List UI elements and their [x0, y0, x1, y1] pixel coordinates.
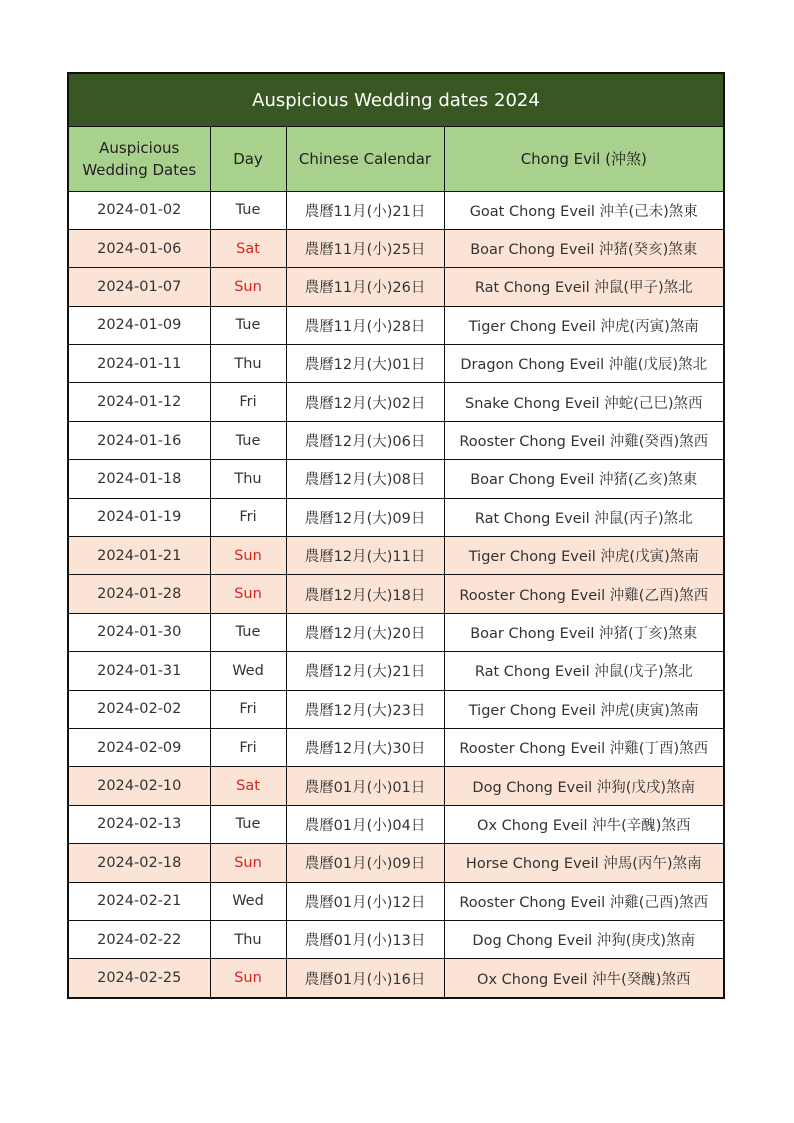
table-row [69, 460, 723, 498]
cell-day: Wed [210, 882, 286, 920]
cell-chong-evil: Boar Chong Eveil 沖猪(癸亥)煞東 [444, 229, 723, 267]
cell-chong-evil: Rooster Chong Eveil 沖雞(癸酉)煞西 [444, 421, 723, 459]
table-row [69, 920, 723, 958]
cell-day: Fri [210, 383, 286, 421]
cell-chong-evil: Snake Chong Eveil 沖蛇(己巳)煞西 [444, 383, 723, 421]
cell-day: Thu [210, 345, 286, 383]
cell-date: 2024-01-19 [69, 498, 210, 536]
cell-chinese-calendar: 農曆01月(小)16日 [286, 959, 444, 997]
table-row [69, 882, 723, 920]
cell-chinese-calendar: 農曆12月(大)01日 [286, 345, 444, 383]
cell-chong-evil: Horse Chong Eveil 沖馬(丙午)煞南 [444, 844, 723, 882]
table-row [69, 767, 723, 805]
cell-chinese-calendar: 農曆12月(大)20日 [286, 613, 444, 651]
cell-date: 2024-01-12 [69, 383, 210, 421]
table-row [69, 690, 723, 728]
cell-chong-evil: Rooster Chong Eveil 沖雞(丁酉)煞西 [444, 728, 723, 766]
cell-date: 2024-01-18 [69, 460, 210, 498]
cell-day: Sat [210, 767, 286, 805]
cell-chinese-calendar: 農曆01月(小)01日 [286, 767, 444, 805]
header-chong-evil: Chong Evil (沖煞) [444, 127, 723, 191]
cell-chinese-calendar: 農曆11月(小)21日 [286, 191, 444, 229]
cell-chinese-calendar: 農曆01月(小)09日 [286, 844, 444, 882]
cell-date: 2024-01-09 [69, 306, 210, 344]
cell-date: 2024-02-22 [69, 920, 210, 958]
cell-chong-evil: Dog Chong Eveil 沖狗(戊戌)煞南 [444, 767, 723, 805]
cell-day: Sun [210, 268, 286, 306]
table-row [69, 383, 723, 421]
cell-day: Thu [210, 460, 286, 498]
cell-day: Fri [210, 728, 286, 766]
cell-chong-evil: Rat Chong Eveil 沖鼠(戊子)煞北 [444, 652, 723, 690]
cell-chinese-calendar: 農曆12月(大)11日 [286, 537, 444, 575]
cell-date: 2024-02-09 [69, 728, 210, 766]
cell-chong-evil: Rooster Chong Eveil 沖雞(乙酉)煞西 [444, 575, 723, 613]
table-row [69, 306, 723, 344]
table-row [69, 805, 723, 843]
cell-chinese-calendar: 農曆12月(大)02日 [286, 383, 444, 421]
cell-chong-evil: Dog Chong Eveil 沖狗(庚戌)煞南 [444, 920, 723, 958]
cell-date: 2024-01-21 [69, 537, 210, 575]
header-day: Day [210, 127, 286, 191]
cell-chong-evil: Tiger Chong Eveil 沖虎(戊寅)煞南 [444, 537, 723, 575]
cell-date: 2024-01-28 [69, 575, 210, 613]
cell-chong-evil: Boar Chong Eveil 沖猪(丁亥)煞東 [444, 613, 723, 651]
cell-date: 2024-02-10 [69, 767, 210, 805]
table-row [69, 613, 723, 651]
cell-day: Tue [210, 421, 286, 459]
cell-day: Sat [210, 229, 286, 267]
cell-chong-evil: Tiger Chong Eveil 沖虎(丙寅)煞南 [444, 306, 723, 344]
cell-chong-evil: Tiger Chong Eveil 沖虎(庚寅)煞南 [444, 690, 723, 728]
cell-day: Tue [210, 805, 286, 843]
cell-chinese-calendar: 農曆01月(小)12日 [286, 882, 444, 920]
wedding-dates-table [69, 127, 723, 997]
cell-date: 2024-01-07 [69, 268, 210, 306]
cell-chinese-calendar: 農曆12月(大)21日 [286, 652, 444, 690]
cell-date: 2024-01-06 [69, 229, 210, 267]
wedding-dates-sheet [67, 72, 725, 999]
cell-day: Sun [210, 575, 286, 613]
header-row [69, 127, 723, 191]
cell-date: 2024-01-02 [69, 191, 210, 229]
cell-day: Fri [210, 498, 286, 536]
table-row [69, 345, 723, 383]
cell-date: 2024-02-18 [69, 844, 210, 882]
cell-chong-evil: Rat Chong Eveil 沖鼠(丙子)煞北 [444, 498, 723, 536]
cell-chinese-calendar: 農曆12月(大)30日 [286, 728, 444, 766]
table-body [69, 191, 723, 997]
cell-chinese-calendar: 農曆12月(大)23日 [286, 690, 444, 728]
cell-date: 2024-01-16 [69, 421, 210, 459]
cell-chinese-calendar: 農曆12月(大)06日 [286, 421, 444, 459]
cell-chinese-calendar: 農曆11月(小)25日 [286, 229, 444, 267]
cell-chinese-calendar: 農曆01月(小)13日 [286, 920, 444, 958]
table-row [69, 575, 723, 613]
cell-day: Tue [210, 613, 286, 651]
header-chinese-calendar: Chinese Calendar [286, 127, 444, 191]
cell-day: Tue [210, 306, 286, 344]
cell-chong-evil: Rat Chong Eveil 沖鼠(甲子)煞北 [444, 268, 723, 306]
table-row [69, 268, 723, 306]
cell-chinese-calendar: 農曆01月(小)04日 [286, 805, 444, 843]
sheet-title: Auspicious Wedding dates 2024 [69, 74, 723, 127]
cell-chong-evil: Goat Chong Eveil 沖羊(己未)煞東 [444, 191, 723, 229]
table-row [69, 498, 723, 536]
table-row [69, 229, 723, 267]
cell-chong-evil: Dragon Chong Eveil 沖龍(戊辰)煞北 [444, 345, 723, 383]
cell-date: 2024-02-25 [69, 959, 210, 997]
table-row [69, 191, 723, 229]
cell-chinese-calendar: 農曆12月(大)08日 [286, 460, 444, 498]
cell-chong-evil: Rooster Chong Eveil 沖雞(己酉)煞西 [444, 882, 723, 920]
cell-day: Sun [210, 959, 286, 997]
cell-date: 2024-02-13 [69, 805, 210, 843]
cell-chong-evil: Boar Chong Eveil 沖猪(乙亥)煞東 [444, 460, 723, 498]
cell-day: Wed [210, 652, 286, 690]
table-row [69, 652, 723, 690]
table-row [69, 421, 723, 459]
cell-day: Sun [210, 844, 286, 882]
cell-chinese-calendar: 農曆11月(小)26日 [286, 268, 444, 306]
table-row [69, 537, 723, 575]
cell-date: 2024-01-31 [69, 652, 210, 690]
cell-chinese-calendar: 農曆11月(小)28日 [286, 306, 444, 344]
table-row [69, 844, 723, 882]
cell-day: Tue [210, 191, 286, 229]
cell-date: 2024-02-02 [69, 690, 210, 728]
cell-day: Thu [210, 920, 286, 958]
cell-date: 2024-01-30 [69, 613, 210, 651]
table-row [69, 959, 723, 997]
header-date: Auspicious Wedding Dates [69, 127, 210, 191]
cell-day: Sun [210, 537, 286, 575]
cell-chong-evil: Ox Chong Eveil 沖牛(辛醜)煞西 [444, 805, 723, 843]
cell-date: 2024-01-11 [69, 345, 210, 383]
cell-date: 2024-02-21 [69, 882, 210, 920]
cell-chinese-calendar: 農曆12月(大)09日 [286, 498, 444, 536]
cell-chinese-calendar: 農曆12月(大)18日 [286, 575, 444, 613]
table-row [69, 728, 723, 766]
cell-chong-evil: Ox Chong Eveil 沖牛(癸醜)煞西 [444, 959, 723, 997]
cell-day: Fri [210, 690, 286, 728]
